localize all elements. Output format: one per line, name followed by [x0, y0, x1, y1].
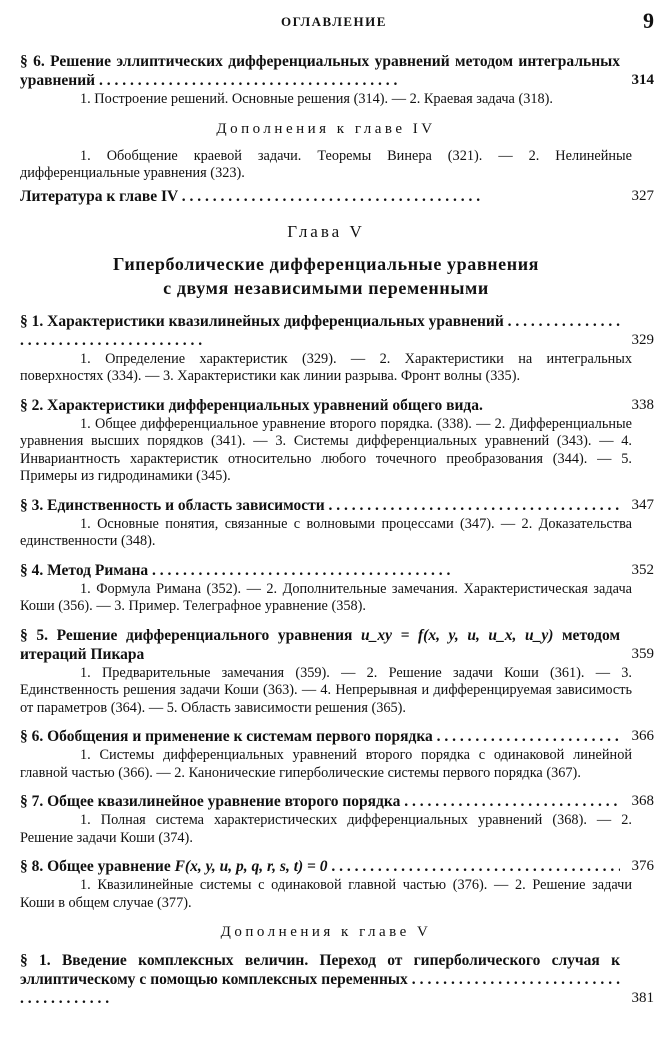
- subsection-list: 1. Общее дифференциальное уравнение второго порядка. (338). — 2. Дифференциальные уравнения высших порядков (341). — 3. Системы дифференциальных уравнений (343). — 4. Инвариантность характеристик относительно любого точечного преобразования (344). — 5. Примеры из гидродинамики (345).: [20, 415, 632, 484]
- subsection-list: 1. Определение характеристик (329). — 2. Характеристики на интегральных поверхностях (334). — 3. Характеристики как линии разрыва. Фронт волны (335).: [20, 350, 632, 384]
- supplement-iv-text: 1. Обобщение краевой задачи. Теоремы Винера (321). — 2. Нелинейные дифференциальные уравнения (323).: [20, 147, 632, 181]
- supplement-iv-heading: Дополнения к главе IV: [216, 120, 436, 137]
- section-title: Характеристики дифференциальных уравнений общего вида.: [47, 396, 483, 414]
- literature-page: 327: [631, 187, 654, 204]
- section-mark: § 6.: [20, 53, 45, 70]
- subsection-list: 1. Предварительные замечания (359). — 2. Решение задачи Коши (361). — 3. Единственность решения задачи Коши (363). — 4. Непрерывная и дифференцируемая зависимость от параметров (364). — 5. Область зависимости решения (365).: [20, 664, 632, 716]
- section-mark: § 4.: [20, 561, 44, 579]
- section-mark: § 1.: [20, 312, 44, 330]
- section-page: 376: [631, 858, 654, 874]
- section-page: 338: [631, 396, 654, 413]
- running-head: ОГЛАВЛЕНИЕ: [281, 14, 387, 29]
- toc-entry-supp-v-s1: [20, 951, 654, 1008]
- subsection-list: 1. Построение решений. Основные решения (314). — 2. Краевая задача (318).: [80, 91, 553, 107]
- section-mark: § 8.: [20, 858, 44, 875]
- toc-entry-heading: [20, 396, 654, 415]
- toc-entry-ch4-s6: [20, 52, 654, 109]
- chapter-title: [20, 252, 632, 300]
- section-title: Обобщения и применение к системам первого порядка: [47, 728, 433, 745]
- toc-entry-heading: [20, 496, 654, 515]
- literature-title: Литература к главе IV: [20, 187, 178, 205]
- toc-entry-s2: [20, 396, 654, 486]
- toc-entry-heading: [20, 626, 654, 664]
- section-mark: § 5.: [20, 626, 48, 644]
- section-title: Общее квазилинейное уравнение второго порядка: [47, 793, 401, 810]
- toc-entry-s7: [20, 792, 654, 847]
- chapter-title-line-2: с двумя независимыми переменными: [163, 277, 489, 298]
- toc-entry-heading: [20, 792, 654, 811]
- section-mark: § 6.: [20, 728, 44, 745]
- toc-entry-s5: [20, 626, 654, 718]
- section-mark: § 2.: [20, 396, 44, 414]
- toc-entry-s8: [20, 857, 654, 912]
- subsection-list: 1. Основные понятия, связанные с волновыми процессами (347). — 2. Доказательства единственности (348).: [20, 515, 632, 549]
- toc-entry-heading: [20, 312, 654, 350]
- section-page: 347: [631, 496, 654, 513]
- toc-entry-heading: [20, 52, 654, 90]
- literature-entry: [20, 187, 654, 206]
- page-number: 9: [643, 8, 654, 33]
- subsection-list: 1. Системы дифференциальных уравнений второго порядка с одинаковой линейной главной частью (366). — 2. Канонические гиперболические системы первого порядка (367).: [20, 747, 632, 781]
- section-title-part-1: Решение дифференциального уравнения: [56, 626, 353, 644]
- section-title-part-2: методом итераций Пикара: [20, 626, 621, 663]
- section-page: 381: [631, 990, 654, 1006]
- section-page: 352: [631, 561, 654, 578]
- section-mark: § 1.: [20, 952, 51, 969]
- toc-entry-s6: [20, 727, 654, 782]
- section-title: Введение комплексных величин. Переход от гиперболического случая к эллиптическому с помощью комплексных переменных: [20, 952, 621, 988]
- subsection-list: 1. Формула Римана (352). — 2. Дополнительные замечания. Характеристическая задача Коши (356). — 3. Пример. Телеграфное уравнение (358).: [20, 580, 632, 614]
- section-title: Характеристики квазилинейных дифференциальных уравнений: [47, 312, 504, 330]
- section-title: Общее уравнение: [47, 858, 171, 875]
- subsection-list: 1. Полная система характеристических дифференциальных уравнений (368). — 2. Решение задачи Коши (374).: [20, 812, 632, 846]
- toc-entry-heading: [20, 561, 654, 580]
- toc-content: [20, 52, 654, 1018]
- toc-entry-s4: [20, 561, 654, 616]
- toc-entry-s3: [20, 496, 654, 551]
- section-page: 366: [631, 728, 654, 744]
- subsection-list: 1. Квазилинейные системы с одинаковой главной частью (376). — 2. Решение задачи Коши в общем случае (377).: [20, 877, 632, 911]
- section-title: Единственность и область зависимости: [47, 496, 325, 514]
- chapter-label: Глава V: [287, 221, 365, 241]
- section-page: 314: [631, 72, 654, 88]
- supplement-v-heading: Дополнения к главе V: [220, 924, 432, 940]
- section-mark: § 7.: [20, 793, 44, 810]
- toc-entry-heading: [20, 951, 654, 1008]
- chapter-title-line-1: Гиперболические дифференциальные уравнения: [112, 253, 540, 274]
- section-page: 359: [631, 645, 654, 662]
- section-formula: u_xy = f(x, y, u, u_x, u_y): [361, 626, 554, 644]
- section-page: 368: [631, 793, 654, 809]
- section-formula: F(x, y, u, p, q, r, s, t) = 0: [174, 858, 328, 875]
- toc-entry-heading: [20, 857, 654, 876]
- section-page: 329: [631, 331, 654, 348]
- section-mark: § 3.: [20, 496, 44, 514]
- toc-entry-s1: [20, 312, 654, 386]
- section-title: Метод Римана: [47, 561, 149, 579]
- section-title: Решение эллиптических дифференциальных уравнений методом интегральных уравнений: [20, 53, 620, 89]
- toc-entry-heading: [20, 727, 654, 746]
